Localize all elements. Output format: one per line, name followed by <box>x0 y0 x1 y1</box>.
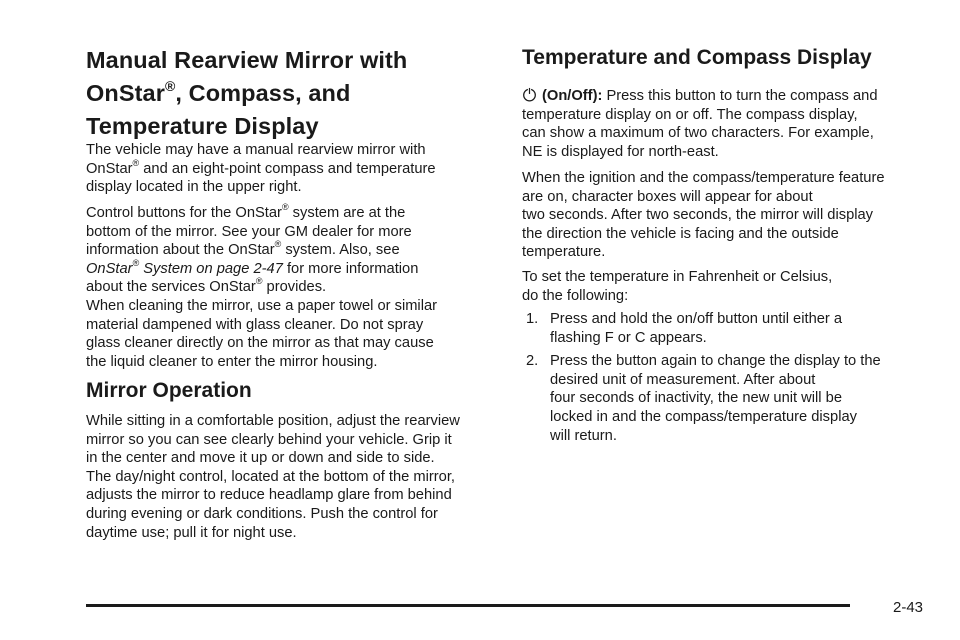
mirror-operation-paragraph: While sitting in a comfortable position, adjust the rearview mirror so you can see clearly behind your vehicle. Grip it in the center and move it up or down and side to side. The day/night control, located at the bottom of the mirror, adjusts the mirror to reduce headlamp glare from behind during evening or dark conditions. Push the control for daytime use; pull it for night use. <box>86 413 460 541</box>
control-buttons-paragraph: Control buttons for the OnStar® system are at the bottom of the mirror. See your GM dealer for more information about the OnStar® system. Also, see OnStar® System on page 2-47 for more information about the services OnStar® provides. <box>86 202 419 296</box>
section-heading-temperature-compass: Temperature and Compass Display <box>522 46 872 69</box>
list-item: 2. Press the button again to change the display to the desired unit of measurement. After about four seconds of inactivity, the new unit will be locked in and the compass/temperature display will return. <box>526 353 881 444</box>
steps-list <box>522 310 881 445</box>
power-icon <box>522 87 537 102</box>
onstar-reference-link[interactable]: OnStar® System on page 2-47 <box>86 257 283 277</box>
footer-rule <box>86 604 850 607</box>
intro-paragraph: The vehicle may have a manual rearview mirror with OnStar® and an eight-point compass and temperature display located in the upper right. <box>86 142 436 196</box>
page-number: 2-43 <box>893 599 924 616</box>
section-heading-mirror-operation: Mirror Operation <box>86 379 252 402</box>
page-title: Manual Rearview Mirror with OnStar®, Compass, and Temperature Display <box>86 47 408 139</box>
ignition-paragraph: When the ignition and the compass/temperature feature are on, character boxes will appear for about two seconds. After two seconds, the mirror will display the direction the vehicle is facing and the outside temperature. <box>522 170 885 261</box>
list-item: 1. Press and hold the on/off button until either a flashing F or C appears. <box>526 311 843 346</box>
onoff-paragraph: (On/Off): Press this button to turn the compass and temperature display on or off. The compass display, can show a maximum of two characters. For example, NE is displayed for north-east. <box>522 88 878 160</box>
cleaning-paragraph: When cleaning the mirror, use a paper towel or similar material dampened with glass cleaner. Do not spray glass cleaner directly on the mirror as that may cause the liquid cleaner to enter the mirror housing. <box>86 298 438 370</box>
onoff-label: (On/Off): <box>542 88 603 104</box>
set-temperature-paragraph: To set the temperature in Fahrenheit or Celsius, do the following: <box>522 269 833 304</box>
